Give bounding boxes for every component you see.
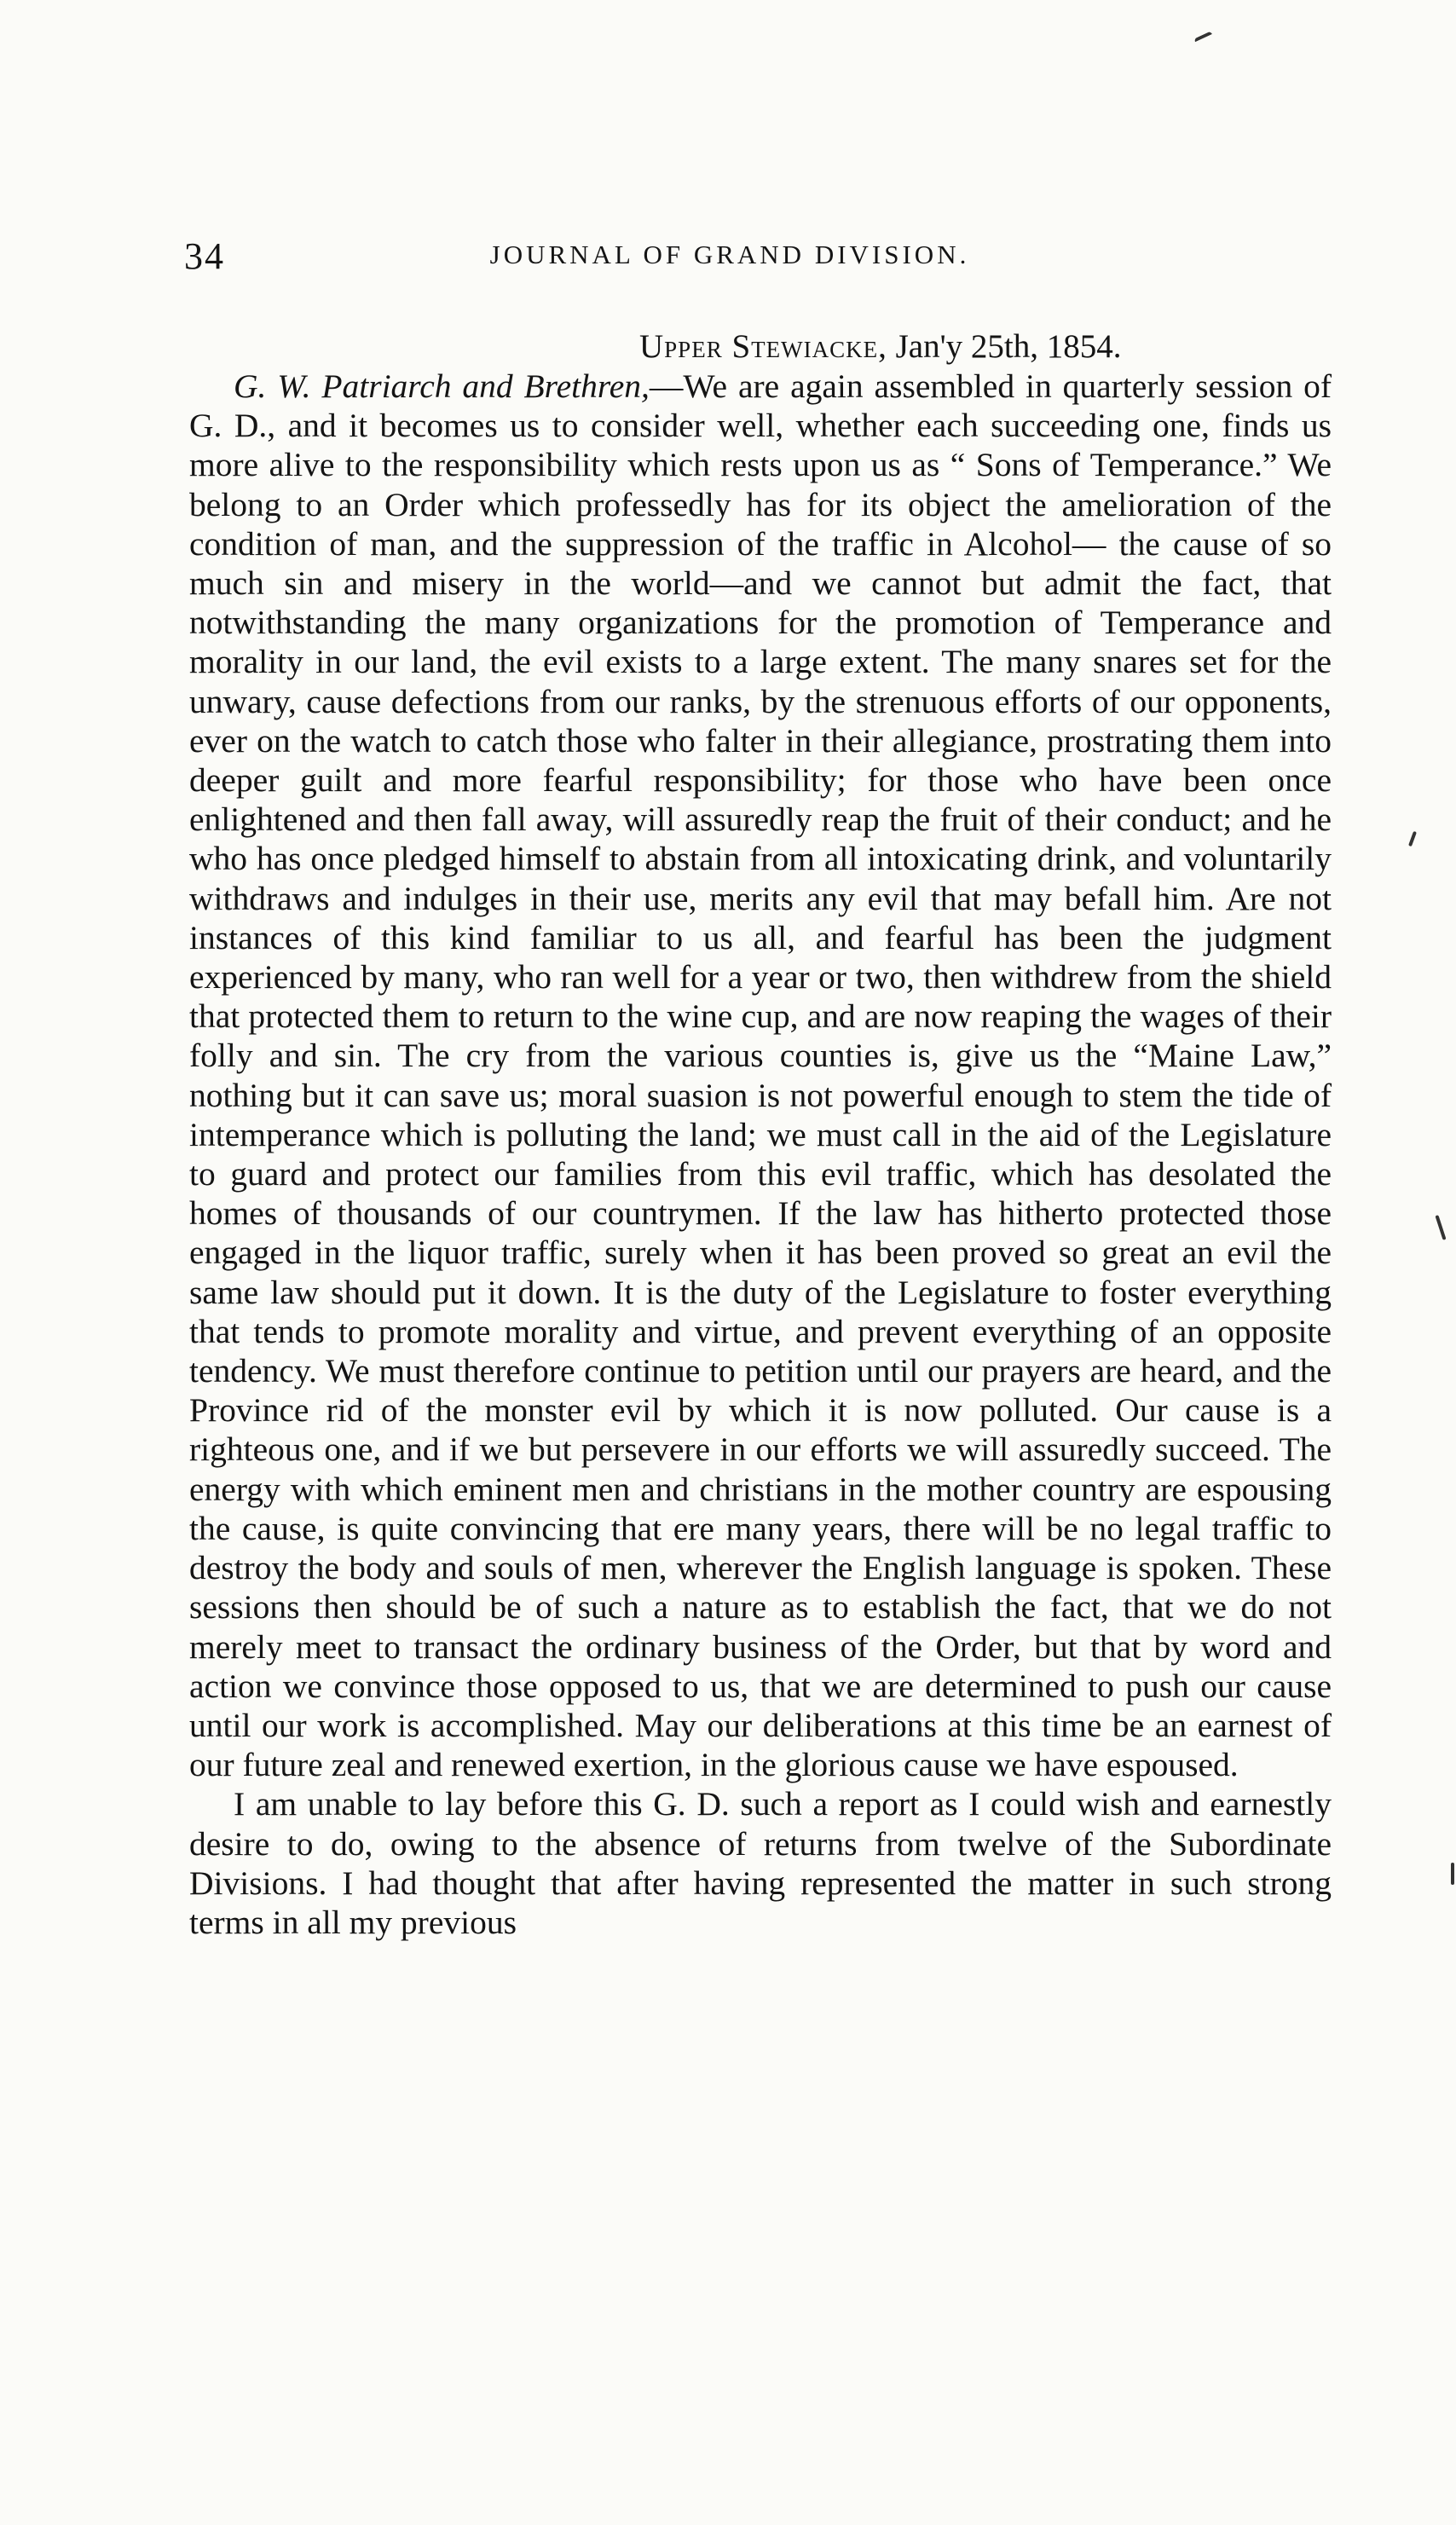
margin-mark: [1451, 1863, 1454, 1885]
dateline-date: Jan'y 25th, 1854.: [895, 328, 1122, 365]
paragraph-1: [189, 367, 1332, 1784]
dateline: [639, 327, 1121, 366]
dateline-place: Upper Stewiacke,: [639, 328, 887, 365]
paragraph-2: I am unable to lay before this G. D. such a report as I could wish and earnestly desire to do, owing to the absence of returns from twelve of the Subordinate Divisions. I had thought that after having represented the matter in such strong terms in all my previous: [189, 1785, 1332, 1941]
page-number: 34: [184, 235, 225, 277]
page-header: [184, 234, 1275, 286]
paragraph-1-text: —We are again assembled in quarterly session of G. D., and it becomes us to consider well, whether each succeeding one, finds us more alive to the responsibility which rests upon us as “ Sons of Temperance.” We belong to an Order which professedly has for its object the amelioration of the condition of man, and the suppression of the traffic in Alcohol— the cause of so much sin and misery in the world—and we cannot but admit the fact, that notwithstanding the many organizations for the promotion of Temperance and morality in our land, the evil exists to a large extent. The many snares set for the unwary, cause defections from our ranks, by the strenuous efforts of our opponents, ever on the watch to catch those who falter in their allegiance, prostrating them into deeper guilt and more fearful responsibility; for those who have been once enlightened and then fall away, will assuredly reap the fruit of their conduct; and he who has once pledged himself to abstain from all intoxicating drink, and voluntarily withdraws and indulges in their use, merits any evil that may befall him. Are not instances of this kind familiar to us all, and fearful has been the judgment experienced by many, who ran well for a year or two, then withdrew from the shield that protected them to return to the wine cup, and are now reaping the wages of their folly and sin. The cry from the various counties is, give us the “Maine Law,” nothing but it can save us; moral suasion is not powerful enough to stem the tide of intemperance which is polluting the land; we must call in the aid of the Legislature to guard and protect our families from this evil traffic, which has desolated the homes of thousands of our countrymen. If the law has hitherto protected those engaged in the liquor traffic, surely when it has been proved so great an evil the same law should put it down. It is the duty of the Legislature to foster everything that tends to promote morality and virtue, and prevent everything of an opposite tendency. We must therefore continue to petition until our prayers are heard, and the Province rid of the monster evil by which it is now polluted. Our cause is a righteous one, and if we but persevere in our efforts we will assuredly succeed. The energy with which eminent men and christians in the mother country are espousing the cause, is quite convincing that ere many years, there will be no legal traffic to destroy the body and souls of men, wherever the English language is spoken. These sessions then should be of such a nature as to establish the fact, that we do not merely meet to transact the ordinary business of the Order, but that by word and action we convince those opposed to us, that we are determined to push our cause until our work is accomplished. May our deliberations at this time be an earnest of our future zeal and renewed exertion, in the glorious cause we have espoused.: [189, 367, 1332, 1784]
salutation: G. W. Patriarch and Brethren,: [234, 367, 650, 405]
margin-mark: [1408, 831, 1417, 846]
margin-mark: [1193, 31, 1218, 55]
letter-body: [189, 367, 1332, 1942]
running-head: JOURNAL OF GRAND DIVISION.: [489, 240, 970, 269]
margin-mark: [1435, 1215, 1446, 1240]
